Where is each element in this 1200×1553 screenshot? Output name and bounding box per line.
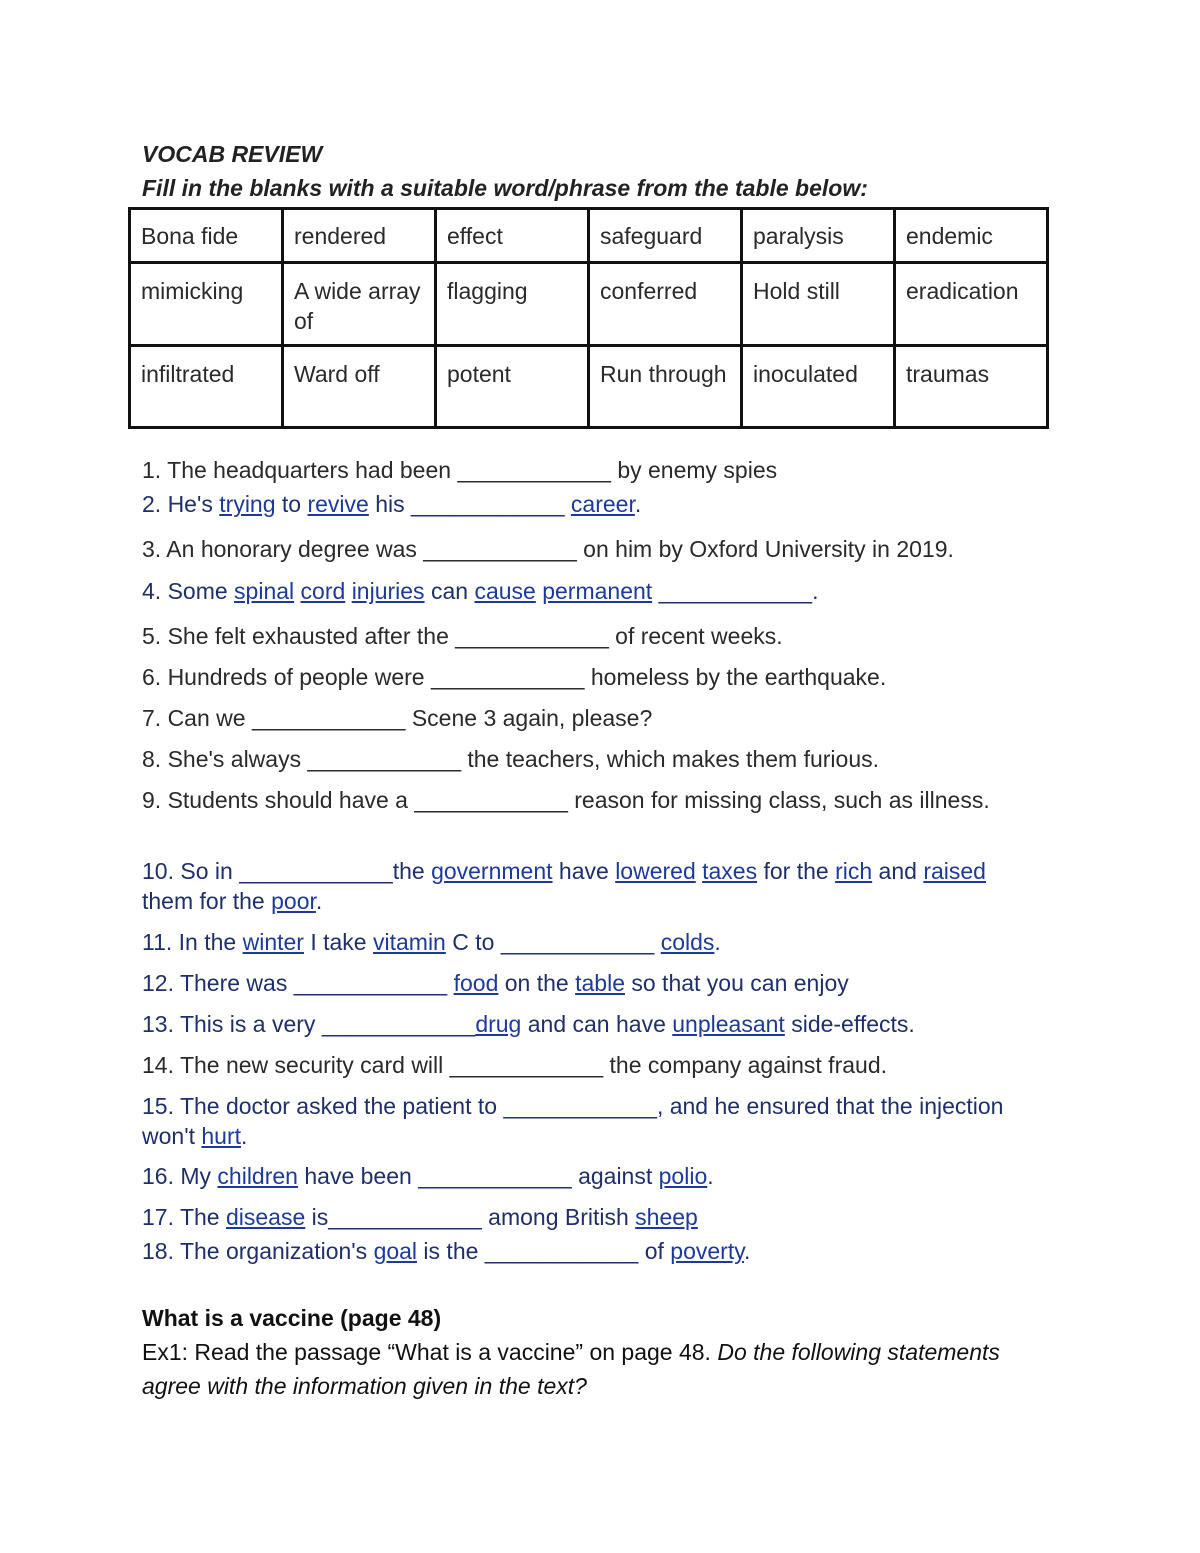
dictionary-link[interactable]: drug: [475, 1011, 522, 1037]
question-18: [142, 1236, 1042, 1266]
question-text: 9. Students should have a: [142, 787, 415, 813]
vocab-cell: Hold still: [742, 263, 895, 346]
vocab-cell: Bona fide: [130, 209, 283, 263]
dictionary-link[interactable]: vitamin: [373, 929, 446, 955]
question-text: .: [744, 1238, 751, 1264]
question-6: [142, 662, 1042, 692]
question-text: .: [812, 578, 819, 604]
question-text: 2. He's: [142, 491, 220, 517]
dictionary-link[interactable]: hurt: [201, 1123, 242, 1149]
dictionary-link[interactable]: lowered: [615, 858, 696, 884]
worksheet-instruction: Fill in the blanks with a suitable word/phrase from the table below:: [142, 175, 868, 201]
answer-blank[interactable]: ____________: [455, 623, 609, 649]
answer-blank[interactable]: ____________: [430, 664, 585, 690]
question-text: them for the: [142, 888, 272, 914]
question-text: 17. The: [142, 1204, 226, 1230]
answer-blank[interactable]: ____________: [321, 1011, 476, 1037]
question-text: have been: [297, 1163, 419, 1189]
dictionary-link[interactable]: poverty: [670, 1238, 744, 1264]
answer-blank[interactable]: ____________: [484, 1238, 639, 1264]
dictionary-link[interactable]: disease: [225, 1204, 306, 1230]
question-text: of: [638, 1238, 671, 1264]
question-text: .: [315, 888, 323, 914]
answer-blank[interactable]: ____________: [251, 705, 406, 731]
question-text: his: [368, 491, 412, 517]
vocab-cell: eradication: [895, 263, 1048, 346]
question-text: 10. So in: [142, 858, 240, 884]
question-11: [142, 927, 1042, 957]
question-text: have: [552, 858, 616, 884]
question-text: 11. In the: [142, 929, 243, 955]
question-15: [142, 1091, 1012, 1151]
vocab-cell: potent: [436, 346, 589, 428]
question-text: against: [571, 1163, 659, 1189]
question-text: 18. The organization's: [142, 1238, 374, 1264]
question-text: 14. The new security card will: [142, 1052, 450, 1078]
question-text: the company against fraud.: [603, 1052, 887, 1078]
vocab-cell: conferred: [589, 263, 742, 346]
question-text: and: [872, 858, 924, 884]
section-title: What is a vaccine (page 48): [142, 1305, 442, 1331]
question-text: .: [707, 1163, 714, 1189]
vocab-cell: paralysis: [742, 209, 895, 263]
exercise-instruction: [142, 1335, 1042, 1403]
question-text: 4. Some: [142, 578, 235, 604]
question-text: the teachers, which makes them furious.: [460, 746, 880, 772]
vocab-cell: Ward off: [283, 346, 436, 428]
answer-blank[interactable]: ____________: [411, 491, 565, 517]
question-text: to: [275, 491, 308, 517]
vocab-row: [130, 346, 1048, 428]
dictionary-link[interactable]: injuries: [351, 578, 425, 604]
question-17: [142, 1202, 1042, 1232]
question-13: [142, 1009, 1042, 1039]
answer-blank[interactable]: ____________: [307, 746, 461, 772]
question-text: C to: [445, 929, 501, 955]
dictionary-link[interactable]: sheep: [635, 1204, 698, 1230]
question-3: [142, 534, 1042, 564]
vocab-cell: safeguard: [589, 209, 742, 263]
question-text: 13. This is a very: [142, 1011, 322, 1037]
vocab-cell: mimicking: [130, 263, 283, 346]
dictionary-link[interactable]: children: [217, 1163, 298, 1189]
dictionary-link[interactable]: raised: [923, 858, 986, 884]
vocab-cell: A wide array of: [283, 263, 436, 346]
question-text: homeless by the earthquake.: [584, 664, 887, 690]
question-8: [142, 744, 1042, 774]
dictionary-link[interactable]: government: [431, 858, 553, 884]
question-text: side-effects.: [784, 1011, 915, 1037]
question-text: 8. She's always: [142, 746, 308, 772]
question-text: among British: [481, 1204, 636, 1230]
question-12: [142, 968, 1042, 998]
question-text: 16. My: [142, 1163, 218, 1189]
vocab-cell: effect: [436, 209, 589, 263]
question-text: 15. The doctor asked the patient to: [142, 1093, 504, 1119]
dictionary-link[interactable]: food: [453, 970, 499, 996]
question-text: on the: [498, 970, 576, 996]
dictionary-link[interactable]: cord: [300, 578, 346, 604]
vocab-row: [130, 263, 1048, 346]
dictionary-link[interactable]: table: [575, 970, 625, 996]
vocab-row: [130, 209, 1048, 263]
question-text: reason for missing class, such as illness.: [567, 787, 990, 813]
worksheet-heading: VOCAB REVIEW: [142, 141, 323, 167]
exercise-text: Ex1: Read the passage “What is a vaccine” on page 48.: [142, 1339, 718, 1365]
question-5: [142, 621, 1042, 651]
question-1: [142, 455, 1042, 485]
question-text: of recent weeks.: [608, 623, 783, 649]
dictionary-link[interactable]: revive: [307, 491, 369, 517]
answer-blank[interactable]: ____________: [414, 787, 568, 813]
exercise-question: Do the following statements agree with the information given in the text?: [142, 1339, 1000, 1399]
vocab-cell: traumas: [895, 346, 1048, 428]
question-text: can: [424, 578, 475, 604]
question-text: the: [392, 858, 432, 884]
answer-blank[interactable]: ____________: [449, 1052, 604, 1078]
question-text: 5. She felt exhausted after the: [142, 623, 456, 649]
question-7: [142, 703, 1042, 733]
question-10: [142, 856, 1012, 916]
answer-blank[interactable]: ____________: [328, 1204, 482, 1230]
question-text: by enemy spies: [610, 457, 778, 483]
answer-blank[interactable]: ____________: [239, 858, 393, 884]
dictionary-link[interactable]: goal: [373, 1238, 418, 1264]
vocab-cell: infiltrated: [130, 346, 283, 428]
dictionary-link[interactable]: unpleasant: [672, 1011, 785, 1037]
vocab-cell: endemic: [895, 209, 1048, 263]
answer-blank[interactable]: ____________: [500, 929, 655, 955]
question-9: [142, 785, 1012, 815]
question-text: is: [305, 1204, 329, 1230]
dictionary-link[interactable]: taxes: [702, 858, 758, 884]
question-4: [142, 576, 1042, 606]
vocab-cell: rendered: [283, 209, 436, 263]
question-text: .: [714, 929, 721, 955]
dictionary-link[interactable]: polio: [658, 1163, 708, 1189]
dictionary-link[interactable]: career: [570, 491, 635, 517]
dictionary-link[interactable]: winter: [242, 929, 304, 955]
dictionary-link[interactable]: trying: [219, 491, 276, 517]
vocab-table: [128, 207, 1049, 429]
dictionary-link[interactable]: permanent: [542, 578, 653, 604]
dictionary-link[interactable]: spinal: [234, 578, 295, 604]
question-text: .: [241, 1123, 248, 1149]
question-text: 7. Can we: [142, 705, 252, 731]
question-text: 6. Hundreds of people were: [142, 664, 431, 690]
question-text: 3. An honorary degree was: [142, 536, 424, 562]
question-text: and can have: [521, 1011, 673, 1037]
question-16: [142, 1161, 1042, 1191]
answer-blank[interactable]: ____________: [457, 457, 611, 483]
vocab-cell: inoculated: [742, 346, 895, 428]
question-text: so that you can enjoy: [624, 970, 849, 996]
question-text: for the: [757, 858, 836, 884]
question-text: Scene 3 again, please?: [405, 705, 653, 731]
question-text: is the: [417, 1238, 485, 1264]
question-text: on him by Oxford University in 2019.: [576, 536, 954, 562]
dictionary-link[interactable]: rich: [835, 858, 873, 884]
answer-blank[interactable]: ____________: [418, 1163, 572, 1189]
vocab-cell: flagging: [436, 263, 589, 346]
question-14: [142, 1050, 1042, 1080]
dictionary-link[interactable]: colds: [660, 929, 715, 955]
question-text: I take: [303, 929, 373, 955]
question-text: 12. There was: [142, 970, 294, 996]
question-2: [142, 489, 1042, 519]
question-text: .: [634, 491, 642, 517]
dictionary-link[interactable]: cause: [474, 578, 536, 604]
question-text: , and he ensured that the injection won't: [142, 1093, 1004, 1149]
vocab-cell: Run through: [589, 346, 742, 428]
dictionary-link[interactable]: poor: [271, 888, 316, 914]
answer-blank[interactable]: ____________: [658, 578, 813, 604]
answer-blank[interactable]: ____________: [293, 970, 448, 996]
answer-blank[interactable]: ____________: [423, 536, 577, 562]
answer-blank[interactable]: ____________: [503, 1093, 657, 1119]
question-text: 1. The headquarters had been: [142, 457, 458, 483]
